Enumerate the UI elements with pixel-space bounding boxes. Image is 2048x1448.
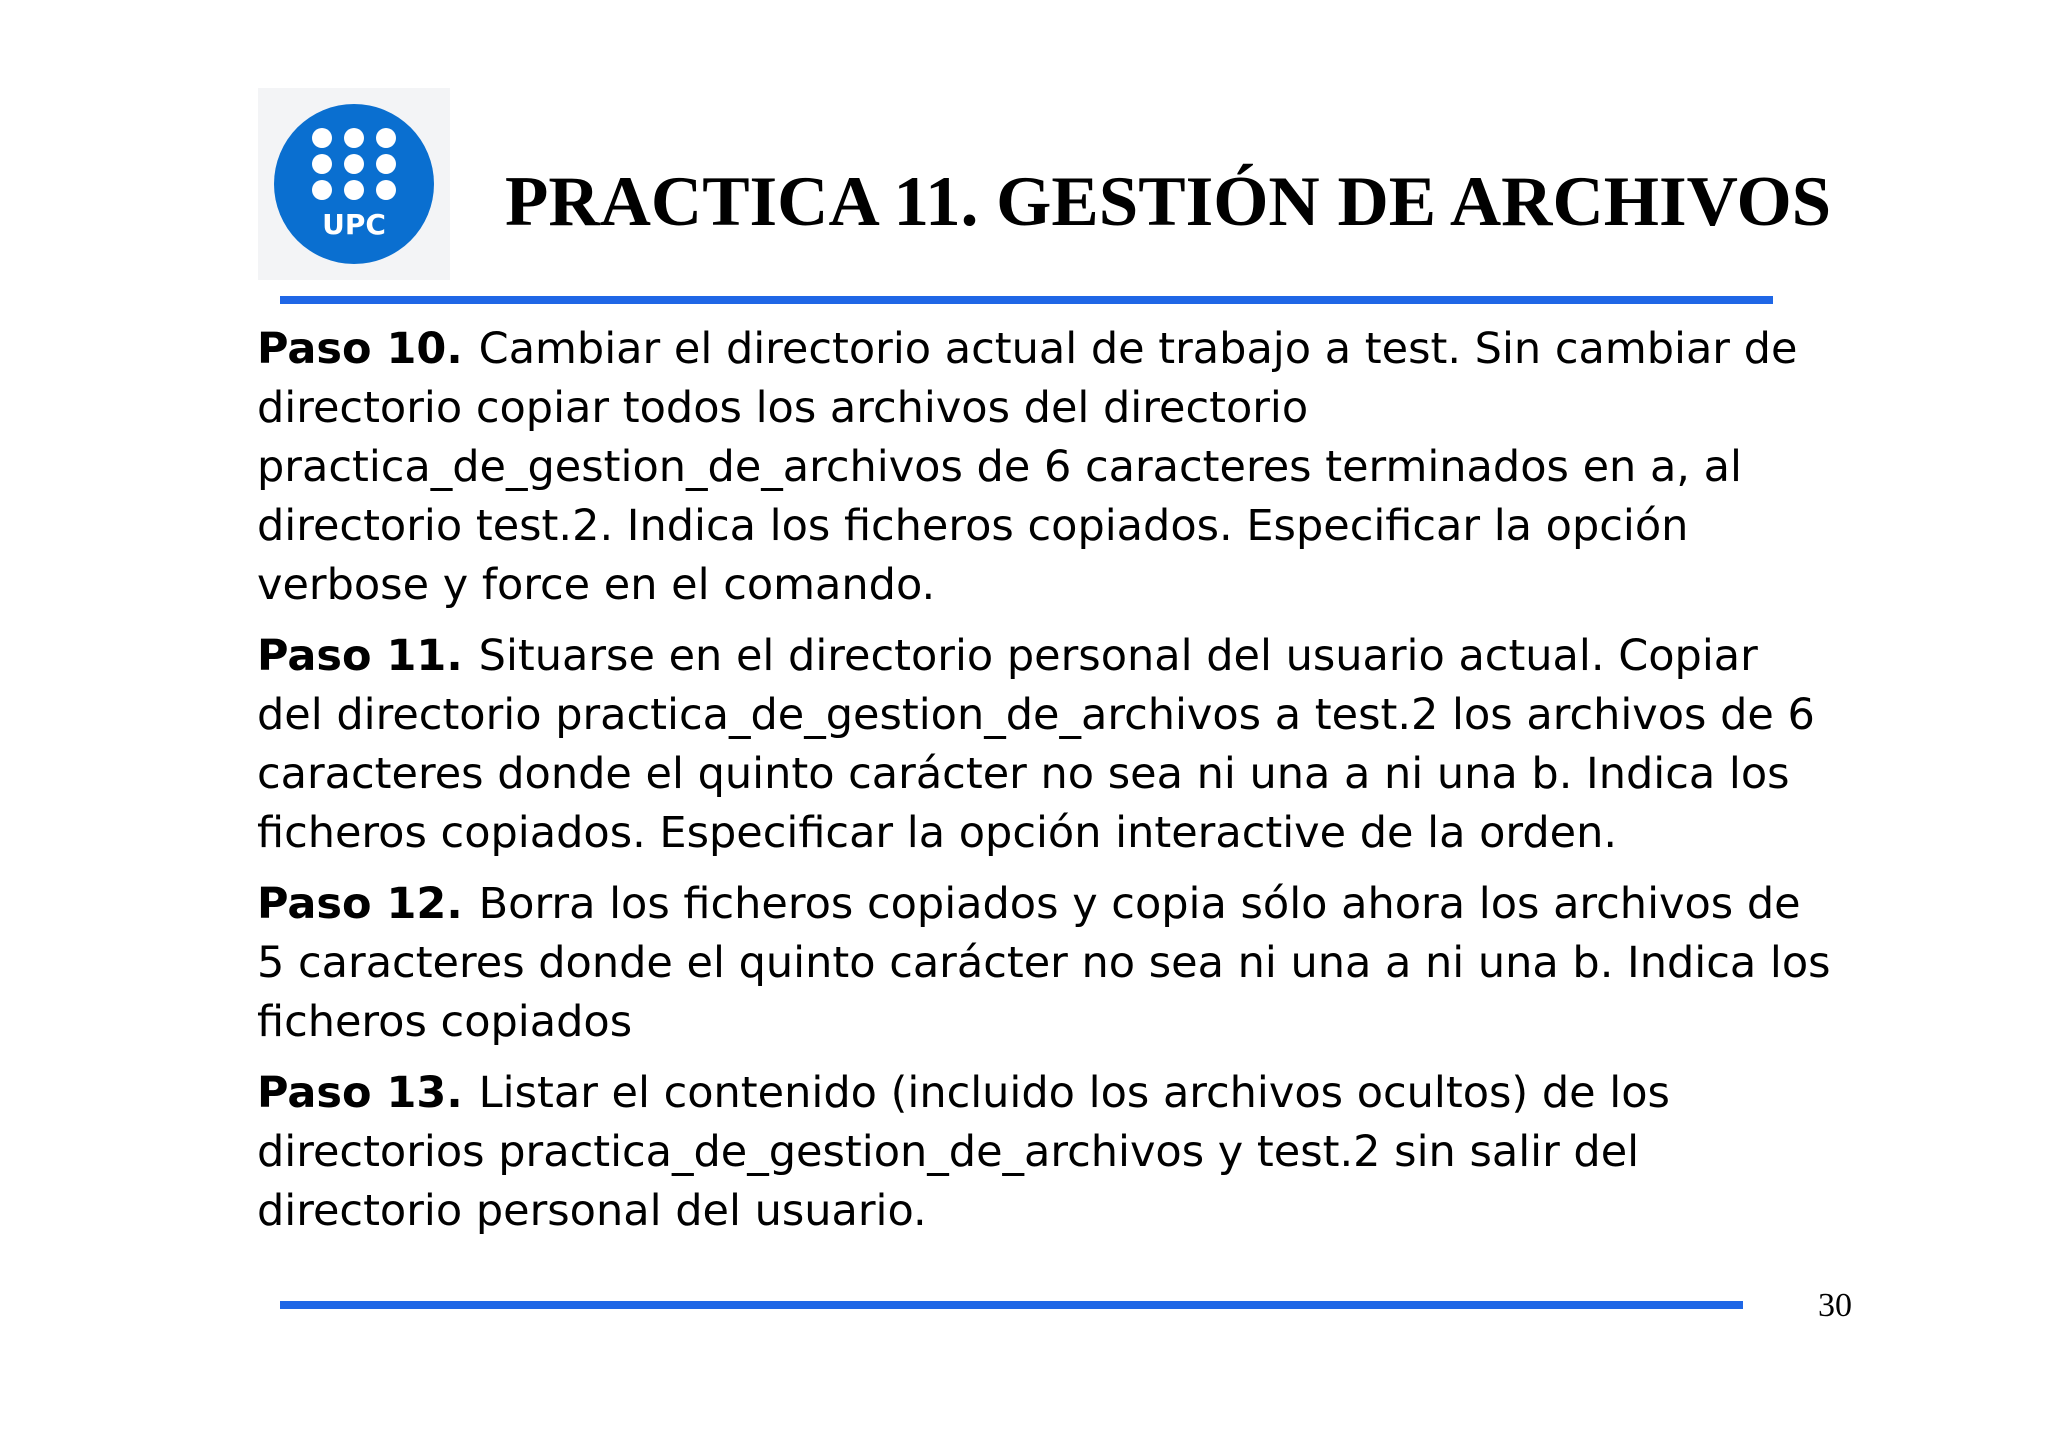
- step-label: Paso 11.: [257, 631, 463, 681]
- step-text: Cambiar el directorio actual de trabajo a test. Sin cambiar de directorio copiar todos los archivos del directorio practica_de_gestion_de_archivos de 6 caracteres terminados en a, al directorio test.2. Indica los ficheros copiados. Especificar la opción verbose y force en el comando.: [257, 324, 1798, 610]
- page-number: 30: [1818, 1287, 1852, 1324]
- step-text: Listar el contenido (incluido los archivos ocultos) de los directorios practica_de_gestion_de_archivos y test.2 sin salir del directorio personal del usuario.: [257, 1068, 1670, 1236]
- step-10: [257, 320, 1837, 615]
- step-label: Paso 13.: [257, 1068, 463, 1118]
- upc-logo: [258, 88, 450, 280]
- step-list: [257, 320, 1837, 1253]
- step-13: [257, 1064, 1837, 1241]
- step-text: Borra los ficheros copiados y copia sólo ahora los archivos de 5 caracteres donde el quinto carácter no sea ni una a ni una b. Indica los ficheros copiados: [257, 879, 1831, 1047]
- logo-text: UPC: [322, 208, 386, 241]
- upc-logo-icon: [258, 88, 450, 280]
- page-title: PRACTICA 11. GESTIÓN DE ARCHIVOS: [505, 163, 1832, 241]
- step-11: [257, 627, 1837, 863]
- step-label: Paso 12.: [257, 879, 463, 929]
- top-divider: [280, 296, 1773, 304]
- step-label: Paso 10.: [257, 324, 463, 374]
- step-12: [257, 875, 1837, 1052]
- bottom-divider: [280, 1301, 1743, 1309]
- step-text: Situarse en el directorio personal del usuario actual. Copiar del directorio practica_de_gestion_de_archivos a test.2 los archivos de 6 caracteres donde el quinto carácter no sea ni una a ni una b. Indica los ficheros copiados. Especificar la opción interactive de la orden.: [257, 631, 1815, 858]
